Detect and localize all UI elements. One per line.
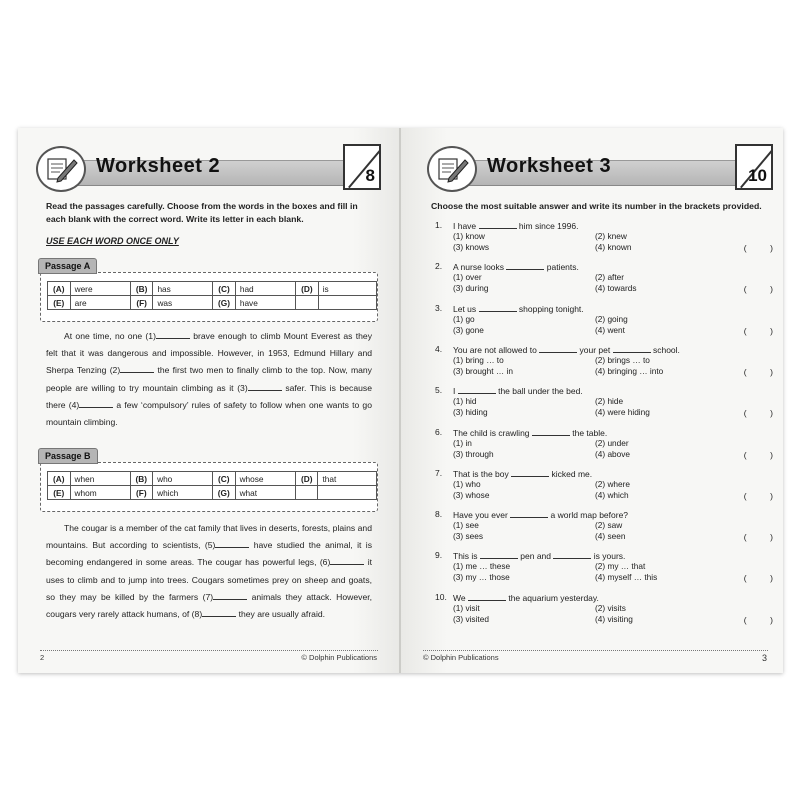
question-stem: You are not allowed to your pet school.: [453, 344, 680, 355]
answer-option: (1) who: [453, 478, 481, 489]
answer-option: (4) above: [595, 448, 631, 459]
answer-option: (4) bringing … into: [595, 365, 664, 376]
answer-blank[interactable]: [613, 344, 651, 353]
passage-b-word-box: [40, 462, 378, 512]
question-8: [435, 509, 775, 547]
worksheet-number: 10: [748, 166, 767, 185]
answer-option: (1) hid: [453, 396, 477, 407]
answer-option: (1) visit: [453, 602, 480, 613]
answer-option: (3) during: [453, 283, 489, 294]
answer-option: (4) seen: [595, 531, 626, 542]
answer-option: (4) known: [595, 242, 632, 252]
answer-brackets[interactable]: ( ): [743, 573, 773, 584]
footer-rule: [423, 650, 768, 651]
word-option: is: [318, 282, 376, 296]
question-5: [435, 385, 775, 423]
question-3: [435, 303, 775, 341]
footer-rule: [40, 650, 378, 651]
question-stem: We the aquarium yesterday.: [453, 592, 599, 603]
question-10: [435, 592, 775, 630]
answer-blank[interactable]: [510, 509, 548, 518]
answer-option: (2) after: [595, 272, 625, 283]
answer-blank[interactable]: [479, 303, 517, 312]
pencil-paper-icon: [36, 146, 86, 192]
question-1: [435, 220, 775, 258]
word-letter: (G): [212, 486, 235, 500]
question-number: 10.: [435, 591, 447, 602]
answer-brackets[interactable]: ( ): [743, 325, 773, 336]
answer-option: (2) visits: [595, 602, 626, 613]
answer-blank[interactable]: [539, 344, 577, 353]
question-number: 6.: [435, 426, 443, 437]
question-stem: I have him since 1996.: [453, 221, 579, 231]
left-page: [18, 128, 399, 673]
answer-option: (3) brought … in: [453, 365, 513, 376]
answer-blank[interactable]: [532, 427, 570, 436]
word-option: what: [235, 486, 295, 500]
answer-option: (3) hiding: [453, 407, 488, 418]
question-number: 1.: [435, 220, 443, 230]
word-option: whom: [70, 486, 130, 500]
blank-2[interactable]: [120, 364, 154, 373]
question-number: 4.: [435, 343, 443, 354]
question-stem: A nurse looks patients.: [453, 262, 579, 273]
worksheet-title: Worksheet 2: [96, 155, 221, 177]
answer-option: (3) gone: [453, 324, 484, 335]
passage-a-text: At one time, no one (1) brave enough to climb Mount Everest as they felt that it was dangerous and impossible. However, in 1953, Edmund Hillary and Sherpa Tenzing (2) the first two men to finally climb to the top. Now, many people are willing to try mountain climbing as it (3) safer. This is because there (4) a few ‘compulsory’ rules of safety to follow when one wants to go mountain climbing.: [46, 331, 372, 428]
answer-option: (4) were hiding: [595, 407, 650, 418]
answer-blank[interactable]: [468, 592, 506, 601]
word-option: are: [70, 296, 130, 310]
answer-blank[interactable]: [506, 261, 544, 270]
answer-option: (2) going: [595, 313, 628, 324]
answer-option: (2) brings … to: [595, 354, 650, 365]
answer-brackets[interactable]: ( ): [743, 243, 773, 253]
question-7: [435, 468, 775, 506]
word-letter: (E): [48, 296, 71, 310]
answer-brackets[interactable]: ( ): [743, 614, 773, 625]
answer-option: (2) where: [595, 478, 631, 489]
answer-blank[interactable]: [480, 550, 518, 559]
passage-a-label: Passage A: [38, 258, 97, 274]
worksheet-number-box: [735, 144, 773, 190]
answer-brackets[interactable]: ( ): [743, 366, 773, 377]
answer-option: (1) me … these: [453, 561, 511, 572]
worksheet-number-box: [343, 144, 381, 190]
answer-option: (4) went: [595, 324, 625, 335]
answer-option: (1) see: [453, 520, 479, 531]
blank-3[interactable]: [248, 382, 282, 391]
use-each-note: USE EACH WORD ONCE ONLY: [46, 236, 179, 246]
answer-brackets[interactable]: ( ): [743, 408, 773, 419]
page-number: 2: [40, 653, 45, 662]
word-letter: (F): [130, 296, 153, 310]
question-number: 7.: [435, 467, 443, 478]
answer-blank[interactable]: [479, 220, 517, 229]
page-number: 3: [761, 653, 767, 663]
question-number: 2.: [435, 261, 443, 272]
blank-8[interactable]: [202, 608, 236, 617]
instructions: Read the passages carefully. Choose from the words in the boxes and fill in each blank with the correct word. Write its letter in each blank.: [46, 201, 358, 224]
question-number: 8.: [435, 509, 443, 520]
pencil-paper-icon: [427, 146, 477, 192]
question-4: [435, 344, 775, 382]
word-letter: (E): [48, 486, 71, 500]
answer-option: (1) go: [453, 313, 475, 324]
blank-4[interactable]: [79, 399, 113, 408]
word-option: have: [235, 296, 295, 310]
answer-brackets[interactable]: ( ): [743, 284, 773, 295]
word-letter: (A): [48, 282, 71, 296]
word-letter: (D): [295, 472, 318, 486]
answer-option: (1) in: [453, 437, 472, 448]
answer-option: (4) visiting: [595, 613, 633, 624]
word-letter: (C): [212, 472, 235, 486]
word-option: who: [153, 472, 213, 486]
passage-a-word-table: [47, 281, 377, 310]
blank-5[interactable]: [215, 539, 249, 548]
question-stem: Have you ever a world map before?: [453, 510, 629, 521]
answer-option: (2) knew: [595, 231, 627, 241]
word-letter: (D): [296, 282, 319, 296]
word-option: had: [235, 282, 295, 296]
question-stem: Let us shopping tonight.: [453, 303, 584, 314]
question-9: [435, 550, 775, 588]
publisher-credit: © Dolphin Publications: [301, 653, 377, 662]
passage-b-text: The cougar is a member of the cat family that lives in deserts, forests, plains and mountains. But according to scientists, (5) have studied the animal, it is becoming endangered in some areas. The cougar has powerful legs, (6) it uses to climb and to jump into trees. Cougars sometimes prey on sheep and goats, so they may be killed by the farmers (7) animals they attack. However, cougars very rarely attack humans, of (8) they are usually afraid.: [46, 523, 373, 620]
word-letter: (F): [130, 486, 153, 500]
answer-option: (4) which: [595, 489, 629, 500]
word-letter: [296, 296, 319, 310]
question-stem: The child is crawling the table.: [453, 427, 608, 438]
word-option: [318, 296, 376, 310]
instructions: Choose the most suitable answer and write its number in the brackets provided.: [431, 201, 762, 211]
word-option: [318, 486, 377, 500]
passage-b-label: Passage B: [38, 448, 98, 464]
answer-option: (1) over: [453, 272, 482, 283]
answer-brackets[interactable]: ( ): [743, 449, 773, 460]
question-number: 3.: [435, 302, 443, 313]
passage-a-word-box: [40, 272, 378, 322]
answer-option: (4) myself … this: [595, 572, 658, 583]
word-letter: (B): [130, 282, 153, 296]
question-stem: I the ball under the bed.: [453, 386, 583, 397]
word-option: that: [318, 472, 377, 486]
question-number: 5.: [435, 385, 443, 396]
answer-brackets[interactable]: ( ): [743, 532, 773, 543]
answer-blank[interactable]: [553, 550, 591, 559]
question-stem: That is the boy kicked me.: [453, 468, 593, 479]
word-letter: (C): [213, 282, 236, 296]
word-option: was: [153, 296, 213, 310]
answer-blank[interactable]: [511, 468, 549, 477]
answer-option: (3) through: [453, 448, 494, 459]
question-6: [435, 427, 775, 465]
word-letter: (G): [213, 296, 236, 310]
answer-option: (4) towards: [595, 283, 637, 294]
blank-6[interactable]: [330, 556, 364, 565]
answer-option: (3) visited: [453, 613, 489, 624]
answer-option: (2) saw: [595, 520, 623, 531]
blank-1[interactable]: [156, 330, 190, 339]
answer-blank[interactable]: [458, 385, 496, 394]
answer-option: (2) hide: [595, 396, 624, 407]
question-2: [435, 261, 775, 299]
open-workbook: [18, 128, 783, 673]
question-stem: This is pen and is yours.: [453, 551, 626, 562]
worksheet-number: 8: [365, 166, 375, 185]
passage-b-word-table: [47, 471, 377, 500]
word-option: whose: [235, 472, 295, 486]
answer-option: (3) sees: [453, 531, 483, 542]
question-number: 9.: [435, 550, 443, 561]
word-option: were: [70, 282, 130, 296]
right-page: [401, 128, 783, 673]
word-letter: (B): [130, 472, 153, 486]
answer-option: (3) my … those: [453, 572, 510, 583]
word-option: has: [153, 282, 213, 296]
publisher-credit: © Dolphin Publications: [423, 653, 499, 662]
word-letter: (A): [48, 472, 71, 486]
word-option: which: [153, 486, 213, 500]
answer-brackets[interactable]: ( ): [743, 490, 773, 501]
worksheet-title: Worksheet 3: [487, 155, 612, 177]
word-letter: [295, 486, 318, 500]
word-option: when: [70, 472, 130, 486]
answer-option: (3) knows: [453, 242, 489, 252]
answer-option: (2) under: [595, 437, 629, 448]
answer-option: (1) bring … to: [453, 354, 504, 365]
answer-option: (2) my … that: [595, 561, 646, 572]
answer-option: (1) know: [453, 231, 485, 241]
worksheet-3-header: [427, 144, 773, 194]
blank-7[interactable]: [213, 591, 247, 600]
worksheet-2-header: [36, 144, 381, 194]
answer-option: (3) whose: [453, 489, 490, 500]
